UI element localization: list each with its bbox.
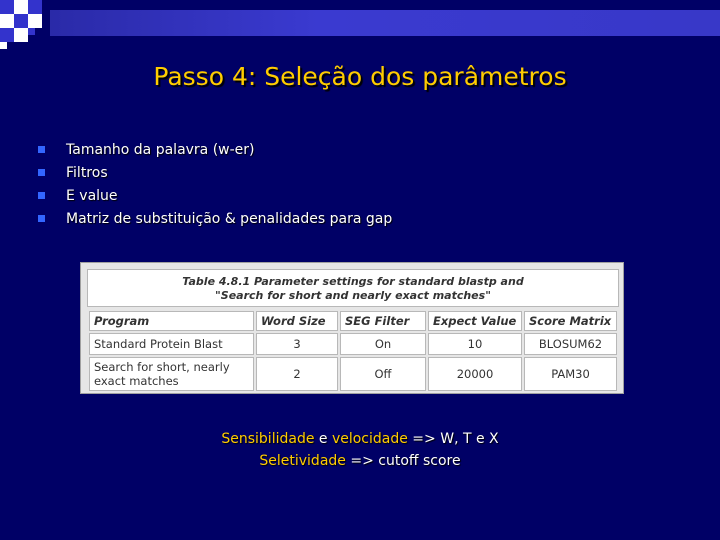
square-bullet-icon [38, 169, 45, 176]
bullet-item [38, 161, 392, 184]
header-cell: Word Size [256, 311, 338, 331]
caption-line: Table 4.8.1 Parameter settings for standard blastp and [182, 275, 524, 288]
table-cell: Standard Protein Blast [89, 333, 254, 355]
bullet-item [38, 138, 392, 161]
table-row [89, 357, 617, 391]
parameter-table-figure [80, 262, 624, 394]
table-cell: Off [340, 357, 426, 391]
table-cell: Search for short, nearly exact matches [89, 357, 254, 391]
table-cell: 2 [256, 357, 338, 391]
header-cell: Program [89, 311, 254, 331]
deco-square [0, 14, 14, 28]
keyword-speed: velocidade [331, 431, 408, 447]
header-cell: Expect Value [428, 311, 522, 331]
deco-square [0, 28, 14, 42]
summary-fragment: => W, T e X [407, 431, 499, 447]
bullet-text: Matriz de substituição & penalidades para gap [66, 210, 393, 227]
bullet-item [38, 184, 392, 207]
parameter-table [87, 309, 619, 393]
caption-line: "Search for short and nearly exact matches" [215, 289, 491, 302]
table-cell: BLOSUM62 [524, 333, 617, 355]
table-cell: PAM30 [524, 357, 617, 391]
square-bullet-icon [38, 192, 45, 199]
table-caption [87, 269, 619, 307]
deco-square [14, 0, 28, 14]
table-cell: On [340, 333, 426, 355]
deco-square [0, 0, 14, 14]
summary-fragment: e [314, 431, 332, 447]
slide-title: Passo 4: Seleção dos parâmetros [153, 62, 567, 91]
summary-fragment: => cutoff score [345, 453, 461, 469]
table-row [89, 333, 617, 355]
header-bar [50, 10, 720, 36]
deco-square [28, 0, 42, 14]
bullet-text: Tamanho da palavra (w-er) [66, 141, 255, 158]
keyword-selectivity: Seletividade [259, 453, 346, 469]
deco-square [14, 14, 28, 28]
header-cell: Score Matrix [524, 311, 617, 331]
deco-square [28, 14, 42, 28]
header-cell: SEG Filter [340, 311, 426, 331]
table-cell: 10 [428, 333, 522, 355]
bullet-text: E value [66, 187, 118, 204]
bullet-text: Filtros [66, 164, 108, 181]
square-bullet-icon [38, 215, 45, 222]
square-bullet-icon [38, 146, 45, 153]
table-header-row [89, 311, 617, 331]
table-cell: 20000 [428, 357, 522, 391]
summary-line [0, 450, 720, 472]
deco-square [0, 42, 7, 49]
table-cell: 3 [256, 333, 338, 355]
deco-square [14, 28, 28, 42]
summary-line [0, 428, 720, 450]
bullet-item [38, 207, 392, 230]
summary-text [0, 428, 720, 472]
keyword-sensitivity: Sensibilidade [221, 431, 315, 447]
deco-square [28, 28, 35, 35]
bullet-list [38, 138, 392, 230]
